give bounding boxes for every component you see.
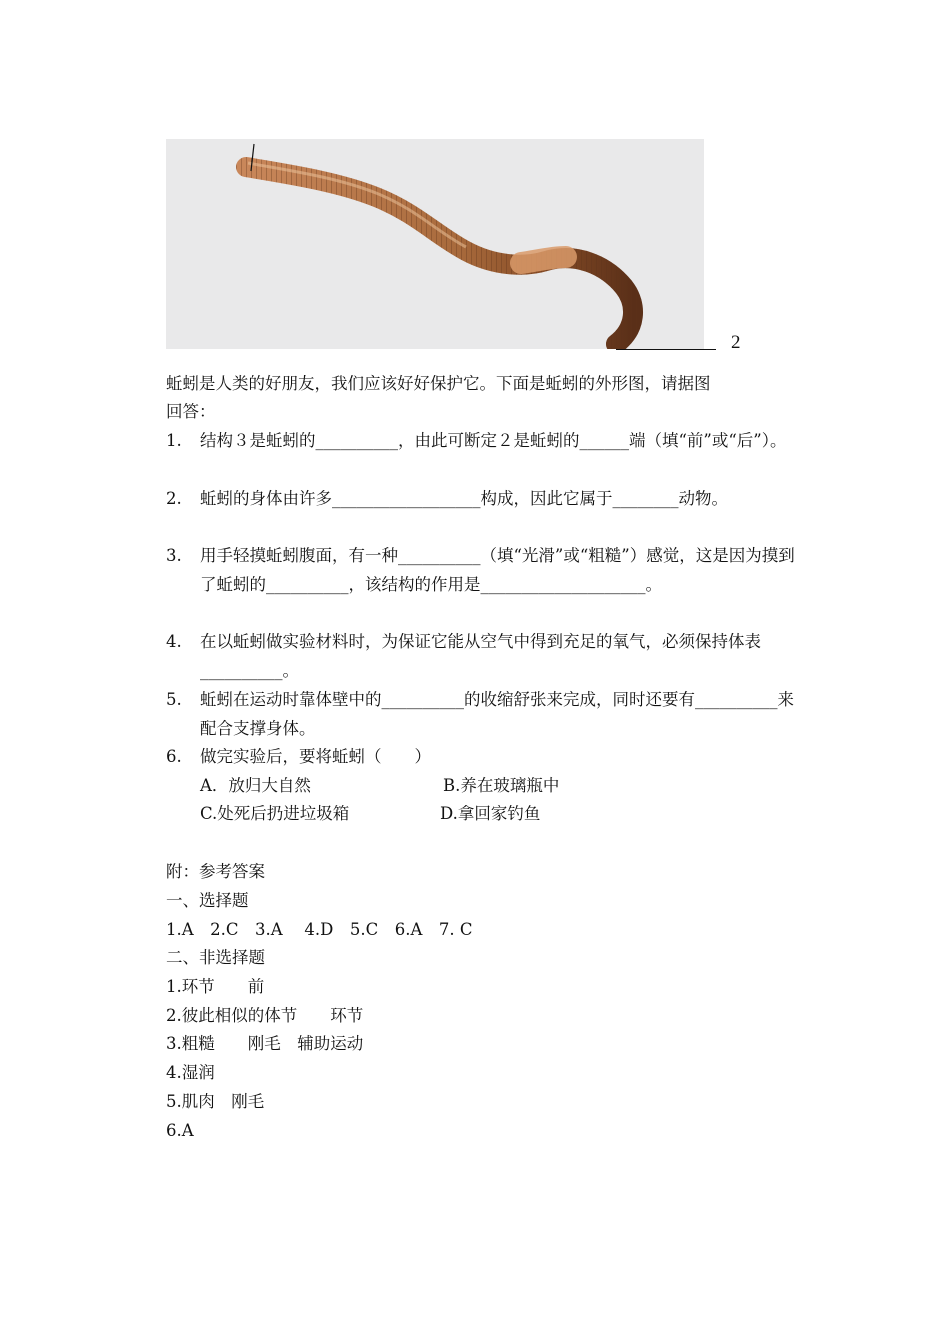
answer-line: 1.环节 前 bbox=[166, 977, 265, 996]
answer-line: 5.肌肉 刚毛 bbox=[166, 1092, 265, 1111]
earthworm-figure bbox=[166, 139, 704, 349]
answers-section-2: 二、非选择题 bbox=[166, 948, 265, 967]
option-c: C.处死后扔进垃圾箱 bbox=[200, 804, 350, 823]
question-6-number: 6. bbox=[166, 747, 182, 766]
question-4 bbox=[166, 628, 796, 685]
option-b: B.养在玻璃瓶中 bbox=[443, 776, 560, 795]
question-1-text: 结构３是蚯蚓的__________，由此可断定２是蚯蚓的______端（填“前”或“后”）。 bbox=[200, 431, 787, 450]
label-2: 2 bbox=[731, 332, 741, 353]
question-4-text: 在以蚯蚓做实验材料时，为保证它能从空气中得到充足的氧气，必须保持体表__________。 bbox=[200, 632, 761, 680]
option-d: D.拿回家钓鱼 bbox=[440, 804, 541, 823]
answers-title: 附：参考答案 bbox=[166, 862, 265, 881]
answer-line: 3.粗糙 刚毛 辅助运动 bbox=[166, 1034, 364, 1053]
answers-section-1: 一、选择题 bbox=[166, 891, 249, 910]
intro-line-2: 回答： bbox=[166, 402, 216, 421]
label-line-2 bbox=[616, 349, 716, 350]
answer-line: 6.A bbox=[166, 1121, 194, 1140]
answer-line: 4.湿润 bbox=[166, 1063, 215, 1082]
earthworm-image bbox=[166, 139, 704, 349]
question-6 bbox=[166, 743, 796, 772]
question-3-number: 3. bbox=[166, 546, 182, 565]
answer-line: 2.彼此相似的体节 环节 bbox=[166, 1006, 364, 1025]
question-1-number: 1. bbox=[166, 431, 182, 450]
question-2-text: 蚯蚓的身体由许多__________________构成，因此它属于________动物。 bbox=[200, 489, 728, 508]
question-6-text: 做完实验后，要将蚯蚓（ ） bbox=[200, 747, 431, 766]
question-5-number: 5. bbox=[166, 690, 182, 709]
question-3 bbox=[166, 542, 796, 599]
question-5 bbox=[166, 686, 796, 743]
answers-choice-line: 1.A 2.C 3.A 4.D 5.C 6.A 7. C bbox=[166, 920, 473, 939]
question-1 bbox=[166, 427, 796, 456]
question-4-number: 4. bbox=[166, 632, 182, 651]
question-2-number: 2. bbox=[166, 489, 182, 508]
question-2 bbox=[166, 485, 796, 514]
intro-line-1: 蚯蚓是人类的好朋友，我们应该好好保护它。下面是蚯蚓的外形图，请据图 bbox=[166, 374, 711, 393]
question-5-text: 蚯蚓在运动时靠体壁中的__________的收缩舒张来完成，同时还要有__________来配合支撑身体。 bbox=[200, 690, 794, 738]
option-a: A．放归大自然 bbox=[200, 776, 311, 795]
question-3-text: 用手轻摸蚯蚓腹面，有一种__________（填“光滑”或“粗糙”）感觉，这是因为摸到了蚯蚓的__________，该结构的作用是____________________。 bbox=[200, 546, 795, 594]
